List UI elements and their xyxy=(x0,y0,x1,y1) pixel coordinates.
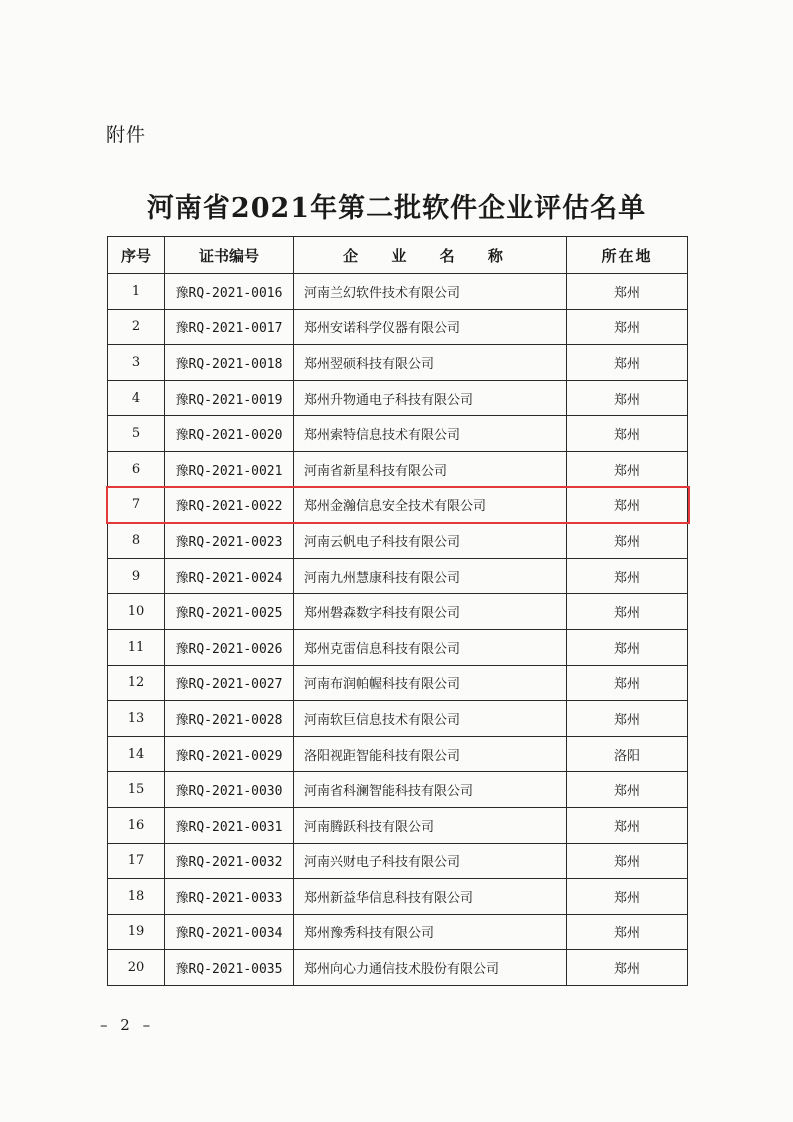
table-row xyxy=(108,914,688,950)
cell-cert: 豫RQ-2021-0029 xyxy=(165,736,294,772)
cell-no: 18 xyxy=(108,879,165,915)
cell-cert: 豫RQ-2021-0032 xyxy=(165,843,294,879)
table-row xyxy=(108,879,688,915)
cell-no: 5 xyxy=(108,416,165,452)
cell-company-name: 郑州磐森数字科技有限公司 xyxy=(294,594,567,630)
cell-location: 郑州 xyxy=(567,380,688,416)
cell-location: 郑州 xyxy=(567,914,688,950)
cell-company-name: 河南省科澜智能科技有限公司 xyxy=(294,772,567,808)
table-row xyxy=(108,274,688,310)
attachment-label: 附件 xyxy=(106,124,147,146)
header-location: 所在地 xyxy=(567,237,688,274)
cell-no: 9 xyxy=(108,558,165,594)
cell-company-name: 郑州向心力通信技术股份有限公司 xyxy=(294,950,567,986)
cell-location: 郑州 xyxy=(567,274,688,310)
cell-cert: 豫RQ-2021-0021 xyxy=(165,451,294,487)
document-title: 河南省2021年第二批软件企业评估名单 xyxy=(146,193,647,224)
cell-cert: 豫RQ-2021-0028 xyxy=(165,701,294,737)
enterprise-table xyxy=(107,236,688,986)
cell-location: 郑州 xyxy=(567,950,688,986)
cell-cert: 豫RQ-2021-0017 xyxy=(165,309,294,345)
cell-no: 3 xyxy=(108,345,165,381)
table-row xyxy=(108,807,688,843)
table-row xyxy=(108,309,688,345)
table-row xyxy=(108,594,688,630)
table-row xyxy=(108,843,688,879)
table-row xyxy=(108,950,688,986)
cell-company-name: 河南软巨信息技术有限公司 xyxy=(294,701,567,737)
cell-company-name: 河南云帆电子科技有限公司 xyxy=(294,523,567,559)
cell-location: 郑州 xyxy=(567,558,688,594)
table-row xyxy=(108,451,688,487)
table-row xyxy=(108,701,688,737)
cell-no: 19 xyxy=(108,914,165,950)
cell-cert: 豫RQ-2021-0016 xyxy=(165,274,294,310)
table-row xyxy=(108,558,688,594)
cell-company-name: 河南兰幻软件技术有限公司 xyxy=(294,274,567,310)
cell-location: 郑州 xyxy=(567,807,688,843)
cell-company-name: 河南省新星科技有限公司 xyxy=(294,451,567,487)
cell-location: 郑州 xyxy=(567,487,688,523)
cell-cert: 豫RQ-2021-0035 xyxy=(165,950,294,986)
cell-company-name: 郑州安诺科学仪器有限公司 xyxy=(294,309,567,345)
cell-cert: 豫RQ-2021-0018 xyxy=(165,345,294,381)
header-no: 序号 xyxy=(108,237,165,274)
cell-company-name: 郑州翌硕科技有限公司 xyxy=(294,345,567,381)
cell-company-name: 郑州豫秀科技有限公司 xyxy=(294,914,567,950)
cell-no: 7 xyxy=(108,487,165,523)
cell-cert: 豫RQ-2021-0019 xyxy=(165,380,294,416)
cell-no: 14 xyxy=(108,736,165,772)
cell-no: 1 xyxy=(108,274,165,310)
cell-no: 15 xyxy=(108,772,165,808)
table-row xyxy=(108,523,688,559)
table-body xyxy=(108,274,688,986)
cell-no: 17 xyxy=(108,843,165,879)
cell-no: 13 xyxy=(108,701,165,737)
cell-location: 郑州 xyxy=(567,594,688,630)
cell-location: 郑州 xyxy=(567,629,688,665)
cell-no: 4 xyxy=(108,380,165,416)
cell-location: 郑州 xyxy=(567,416,688,452)
cell-company-name: 郑州升物通电子科技有限公司 xyxy=(294,380,567,416)
table-row xyxy=(108,345,688,381)
page-number: – 2 – xyxy=(100,1016,155,1034)
header-cert: 证书编号 xyxy=(165,237,294,274)
cell-location: 郑州 xyxy=(567,879,688,915)
table-row xyxy=(108,416,688,452)
cell-cert: 豫RQ-2021-0022 xyxy=(165,487,294,523)
cell-cert: 豫RQ-2021-0025 xyxy=(165,594,294,630)
cell-location: 郑州 xyxy=(567,451,688,487)
cell-company-name: 河南腾跃科技有限公司 xyxy=(294,807,567,843)
table-row xyxy=(108,736,688,772)
cell-cert: 豫RQ-2021-0027 xyxy=(165,665,294,701)
cell-cert: 豫RQ-2021-0024 xyxy=(165,558,294,594)
table-header-row xyxy=(108,237,688,274)
cell-cert: 豫RQ-2021-0026 xyxy=(165,629,294,665)
cell-cert: 豫RQ-2021-0020 xyxy=(165,416,294,452)
table-row xyxy=(108,380,688,416)
cell-location: 郑州 xyxy=(567,309,688,345)
table-row xyxy=(108,665,688,701)
cell-no: 16 xyxy=(108,807,165,843)
cell-company-name: 郑州克雷信息科技有限公司 xyxy=(294,629,567,665)
cell-cert: 豫RQ-2021-0033 xyxy=(165,879,294,915)
cell-cert: 豫RQ-2021-0034 xyxy=(165,914,294,950)
cell-company-name: 郑州新益华信息科技有限公司 xyxy=(294,879,567,915)
cell-location: 郑州 xyxy=(567,345,688,381)
cell-no: 11 xyxy=(108,629,165,665)
cell-location: 郑州 xyxy=(567,701,688,737)
cell-no: 8 xyxy=(108,523,165,559)
cell-location: 洛阳 xyxy=(567,736,688,772)
cell-no: 12 xyxy=(108,665,165,701)
cell-cert: 豫RQ-2021-0023 xyxy=(165,523,294,559)
cell-location: 郑州 xyxy=(567,523,688,559)
cell-company-name: 洛阳视距智能科技有限公司 xyxy=(294,736,567,772)
cell-no: 20 xyxy=(108,950,165,986)
cell-company-name: 河南九州慧康科技有限公司 xyxy=(294,558,567,594)
cell-company-name: 郑州金瀚信息安全技术有限公司 xyxy=(294,487,567,523)
cell-company-name: 郑州索特信息技术有限公司 xyxy=(294,416,567,452)
cell-location: 郑州 xyxy=(567,843,688,879)
cell-no: 6 xyxy=(108,451,165,487)
table-row xyxy=(108,629,688,665)
header-name: 企 业 名 称 xyxy=(294,237,567,274)
cell-location: 郑州 xyxy=(567,772,688,808)
cell-cert: 豫RQ-2021-0031 xyxy=(165,807,294,843)
table-row xyxy=(108,487,688,523)
table-row xyxy=(108,772,688,808)
cell-no: 2 xyxy=(108,309,165,345)
cell-cert: 豫RQ-2021-0030 xyxy=(165,772,294,808)
cell-location: 郑州 xyxy=(567,665,688,701)
cell-company-name: 河南布润帕幄科技有限公司 xyxy=(294,665,567,701)
cell-no: 10 xyxy=(108,594,165,630)
cell-company-name: 河南兴财电子科技有限公司 xyxy=(294,843,567,879)
